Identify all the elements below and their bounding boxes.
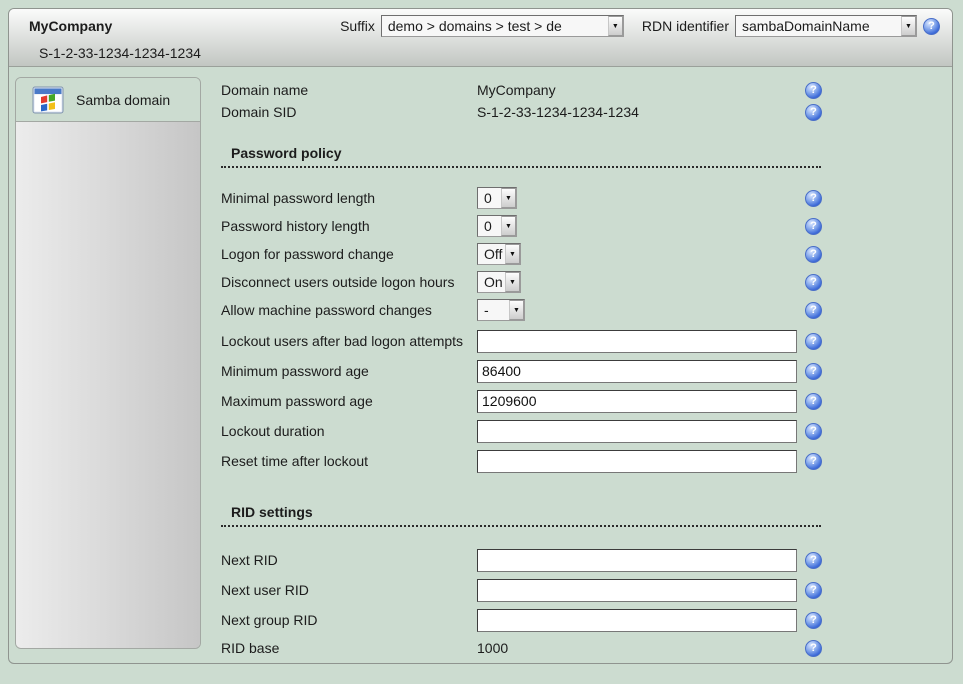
form-row xyxy=(221,545,821,575)
form-row xyxy=(221,79,821,101)
help-icon[interactable]: ? xyxy=(805,363,822,380)
select-value: 0 xyxy=(484,218,492,234)
maximum-password-age-input[interactable] xyxy=(477,390,797,413)
help-icon[interactable]: ? xyxy=(805,246,822,263)
form-row xyxy=(221,356,821,386)
form-row xyxy=(221,326,821,356)
allow-machine-password-changes-select[interactable] xyxy=(477,299,525,321)
help-icon[interactable]: ? xyxy=(805,612,822,629)
help-icon[interactable]: ? xyxy=(805,82,822,99)
form-row xyxy=(221,635,821,661)
field-label: Domain SID xyxy=(221,104,297,120)
field-label: Maximum password age xyxy=(221,393,373,409)
field-label: Lockout users after bad logon attempts xyxy=(221,333,464,349)
select-value: Off xyxy=(484,246,503,262)
form-row xyxy=(221,605,821,635)
domain-sid-subtitle: S-1-2-33-1234-1234-1234 xyxy=(39,45,201,61)
help-icon[interactable]: ? xyxy=(923,18,940,35)
rid-base-value: 1000 xyxy=(477,640,509,656)
module-tab-list xyxy=(15,77,201,649)
next-group-rid-input[interactable] xyxy=(477,609,797,632)
help-icon[interactable]: ? xyxy=(805,640,822,657)
form-row xyxy=(221,268,821,296)
next-user-rid-input[interactable] xyxy=(477,579,797,602)
field-label: Password history length xyxy=(221,218,370,234)
reset-time-after-lockout-input[interactable] xyxy=(477,450,797,473)
help-icon[interactable]: ? xyxy=(805,218,822,235)
help-icon[interactable]: ? xyxy=(805,302,822,319)
rdn-identifier-label: RDN identifier xyxy=(641,18,729,34)
chevron-down-icon: ▼ xyxy=(505,244,520,264)
chevron-down-icon: ▼ xyxy=(608,16,623,36)
select-value: - xyxy=(484,302,489,318)
lockout-duration-input[interactable] xyxy=(477,420,797,443)
samba-domain-form xyxy=(221,79,841,664)
suffix-select[interactable] xyxy=(381,15,624,37)
field-label: Allow machine password changes xyxy=(221,302,432,318)
field-label: Next user RID xyxy=(221,582,309,598)
field-label: Next RID xyxy=(221,552,278,568)
field-label: Logon for password change xyxy=(221,246,394,262)
chevron-down-icon: ▼ xyxy=(901,16,916,36)
samba-domain-window xyxy=(8,8,953,664)
help-icon[interactable]: ? xyxy=(805,453,822,470)
rdn-identifier-select[interactable] xyxy=(735,15,917,37)
suffix-select-value: demo > domains > test > de xyxy=(387,18,562,34)
chevron-down-icon: ▼ xyxy=(501,216,516,236)
field-label: Disconnect users outside logon hours xyxy=(221,274,455,290)
help-icon[interactable]: ? xyxy=(805,552,822,569)
chevron-down-icon: ▼ xyxy=(505,272,520,292)
help-icon[interactable]: ? xyxy=(805,190,822,207)
tab-samba-domain-label: Samba domain xyxy=(76,91,171,108)
help-icon[interactable]: ? xyxy=(805,104,822,121)
window-header xyxy=(9,9,952,67)
form-row xyxy=(221,240,821,268)
suffix-label: Suffix xyxy=(340,18,375,34)
form-row xyxy=(221,446,821,476)
help-icon[interactable]: ? xyxy=(805,333,822,350)
page-title: MyCompany xyxy=(29,18,113,34)
tab-samba-domain[interactable] xyxy=(16,78,200,122)
field-label: RID base xyxy=(221,640,280,656)
help-icon[interactable]: ? xyxy=(805,423,822,440)
minimum-password-age-input[interactable] xyxy=(477,360,797,383)
windows-logo-icon xyxy=(32,84,64,116)
logon-for-password-change-select[interactable] xyxy=(477,243,521,265)
rid-settings-heading: RID settings xyxy=(221,502,821,527)
next-rid-input[interactable] xyxy=(477,549,797,572)
help-icon[interactable]: ? xyxy=(805,393,822,410)
field-label: Minimum password age xyxy=(221,363,369,379)
form-row xyxy=(221,296,821,324)
field-label: Domain name xyxy=(221,82,309,98)
help-icon[interactable]: ? xyxy=(805,274,822,291)
chevron-down-icon: ▼ xyxy=(509,300,524,320)
field-label: Reset time after lockout xyxy=(221,453,369,469)
form-row xyxy=(221,101,821,123)
disconnect-users-outside-logon-hours-select[interactable] xyxy=(477,271,521,293)
form-row xyxy=(221,212,821,240)
help-icon[interactable]: ? xyxy=(805,582,822,599)
select-value: 0 xyxy=(484,190,492,206)
field-label: Minimal password length xyxy=(221,190,376,206)
minimal-password-length-select[interactable] xyxy=(477,187,517,209)
form-row xyxy=(221,575,821,605)
rdn-select-value: sambaDomainName xyxy=(742,18,870,34)
lockout-bad-logon-attempts-input[interactable] xyxy=(477,330,797,353)
field-label: Lockout duration xyxy=(221,423,325,439)
password-policy-heading: Password policy xyxy=(221,143,821,168)
form-row xyxy=(221,386,821,416)
password-history-length-select[interactable] xyxy=(477,215,517,237)
sidebar-panel xyxy=(16,122,200,648)
form-row xyxy=(221,184,821,212)
field-label: Next group RID xyxy=(221,612,318,628)
chevron-down-icon: ▼ xyxy=(501,188,516,208)
domain-sid-value: S-1-2-33-1234-1234-1234 xyxy=(477,104,639,120)
select-value: On xyxy=(484,274,503,290)
form-row xyxy=(221,416,821,446)
domain-name-value: MyCompany xyxy=(477,82,556,98)
